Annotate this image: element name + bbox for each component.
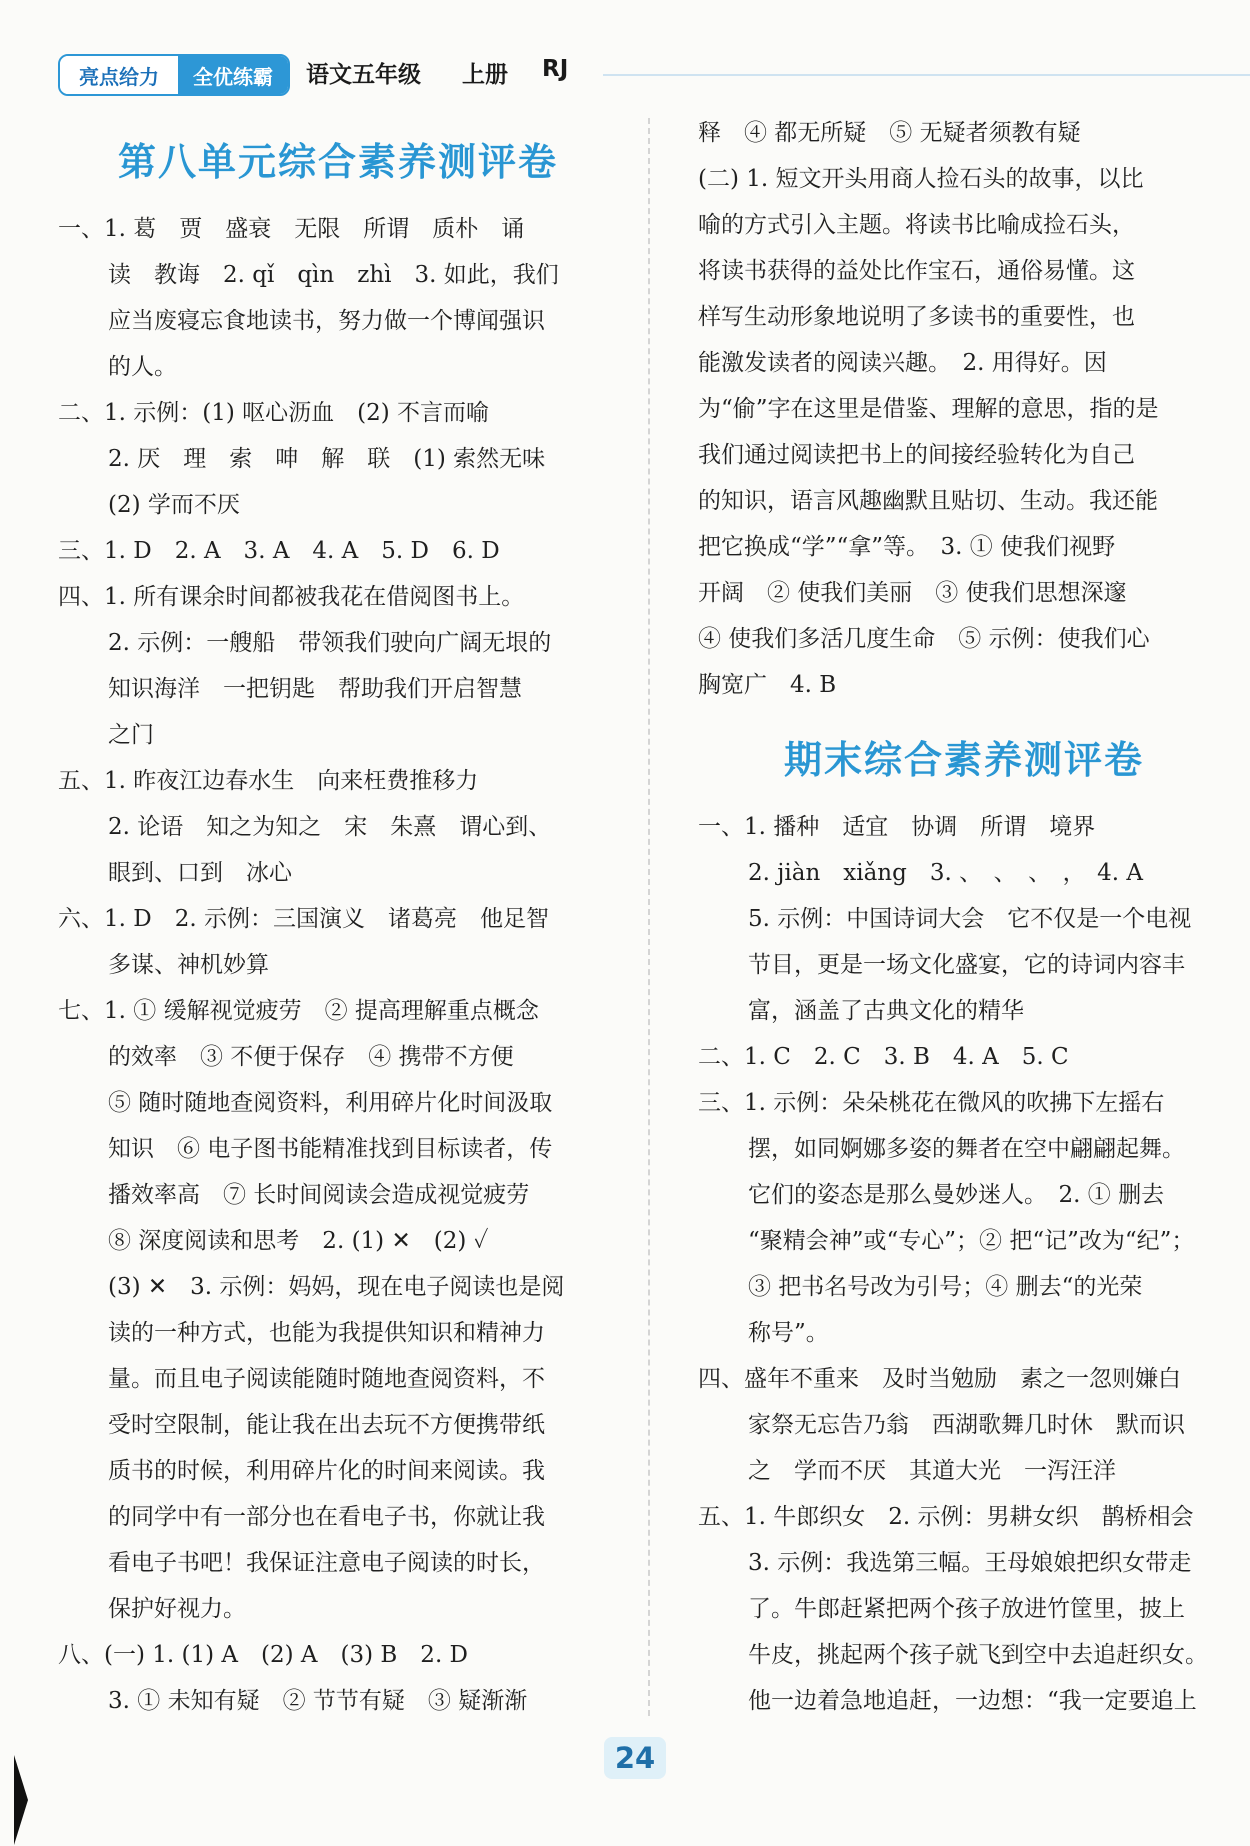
answer-line xyxy=(698,662,1230,708)
answer-line xyxy=(58,1218,618,1264)
answer-text: 看电子书吧！我保证注意电子阅读的时长， xyxy=(108,1550,545,1576)
section-title-unit8: 第八单元综合素养测评卷 xyxy=(117,138,558,184)
answer-text: ③ 把书名号改为引号；④ 删去“的光荣 xyxy=(748,1274,1143,1300)
volume-label: 上册 xyxy=(462,62,508,88)
answer-text: 开阔 ② 使我们美丽 ③ 使我们思想深邃 xyxy=(698,580,1127,606)
answer-text: 3. 示例：我选第三幅。王母娘娘把织女带走 xyxy=(748,1550,1192,1576)
answer-line xyxy=(58,298,618,344)
answer-text: 我们通过阅读把书上的间接经验转化为自己 xyxy=(698,442,1135,468)
answer-text: 八、(一) 1. (1) A (2) A (3) B 2. D xyxy=(58,1642,469,1668)
answer-text: 二、1. C 2. C 3. B 4. A 5. C xyxy=(698,1044,1069,1070)
answer-line xyxy=(58,1448,618,1494)
answer-text: 牛皮，挑起两个孩子就飞到空中去追赶织女。 xyxy=(748,1642,1208,1668)
answer-text: 5. 示例：中国诗词大会 它不仅是一个电视 xyxy=(748,906,1192,932)
answer-line xyxy=(698,1218,1230,1264)
answer-text: 之 学而不厌 其道大光 一泻汪洋 xyxy=(748,1458,1116,1484)
answer-line xyxy=(58,1310,618,1356)
answer-text: 四、盛年不重来 及时当勉励 素之一忽则嫌白 xyxy=(698,1366,1181,1392)
answer-line xyxy=(698,386,1230,432)
answer-line xyxy=(698,1540,1230,1586)
section-title-final: 期末综合素养测评卷 xyxy=(783,736,1144,782)
answer-text: 能激发读者的阅读兴趣。 2. 用得好。因 xyxy=(698,350,1107,376)
answer-text: 样写生动形象地说明了多读书的重要性，也 xyxy=(698,304,1135,330)
page-header xyxy=(58,54,1228,94)
answer-text: ⑧ 深度阅读和思考 2. (1) ✕ (2) ✓ xyxy=(108,1228,489,1254)
answer-text: 眼到、口到 冰心 xyxy=(108,860,292,886)
answer-text: 量。而且电子阅读能随时随地查阅资料，不 xyxy=(108,1366,545,1392)
left-column xyxy=(58,110,618,1724)
answer-line xyxy=(58,1080,618,1126)
answer-text: 的同学中有一部分也在看电子书，你就让我 xyxy=(108,1504,545,1530)
edge-tab-marker xyxy=(14,1755,28,1845)
answer-text: 五、1. 昨夜江边春水生 向来枉费推移力 xyxy=(58,768,479,794)
answer-text: 三、1. 示例：朵朵桃花在微风的吹拂下左摇右 xyxy=(698,1090,1165,1116)
answer-line xyxy=(698,616,1230,662)
answer-text: 将读书获得的益处比作宝石，通俗易懂。这 xyxy=(698,258,1135,284)
answer-text: 读 教诲 2. qǐ qìn zhì 3. 如此，我们 xyxy=(108,262,559,288)
answer-line xyxy=(698,1402,1230,1448)
answer-text: 了。牛郎赶紧把两个孩子放进竹筐里，披上 xyxy=(748,1596,1185,1622)
header-rule xyxy=(603,74,1250,76)
answer-line xyxy=(698,1632,1230,1678)
left-answer-lines xyxy=(58,206,618,1724)
answer-text: 把它换成“学”“拿”等。 3. ① 使我们视野 xyxy=(698,534,1116,560)
answer-line xyxy=(58,252,618,298)
answer-line xyxy=(698,1310,1230,1356)
answer-text: 质书的时候，利用碎片化的时间来阅读。我 xyxy=(108,1458,545,1484)
answer-text: 胸宽广 4. B xyxy=(698,672,837,698)
page-number: 24 xyxy=(604,1737,666,1779)
answer-text: 它们的姿态是那么曼妙迷人。 2. ① 删去 xyxy=(748,1182,1165,1208)
right-column xyxy=(698,110,1230,1724)
answer-text: 受时空限制，能让我在出去玩不方便携带纸 xyxy=(108,1412,545,1438)
answer-text: (2) 学而不厌 xyxy=(108,492,240,518)
answer-line xyxy=(698,1356,1230,1402)
answer-line xyxy=(58,206,618,252)
answer-line xyxy=(698,340,1230,386)
right-answer-lines-top xyxy=(698,110,1230,708)
answer-text: 2. jiàn xiǎng 3. 、 、 、 ， 4. A xyxy=(748,860,1143,886)
answer-line xyxy=(698,1586,1230,1632)
answer-line xyxy=(58,574,618,620)
subject-label: 语文五年级 xyxy=(306,62,421,88)
answer-line xyxy=(58,482,618,528)
answer-line xyxy=(698,1034,1230,1080)
answer-text: 摆，如同婀娜多姿的舞者在空中翩翩起舞。 xyxy=(748,1136,1185,1162)
brand-name-a: 亮点给力 xyxy=(60,56,178,94)
answer-text: ⑤ 随时随地查阅资料，利用碎片化时间汲取 xyxy=(108,1090,553,1116)
answer-text: 二、1. 示例：(1) 呕心沥血 (2) 不言而喻 xyxy=(58,400,490,426)
answer-line xyxy=(698,156,1230,202)
answer-text: 节目，更是一场文化盛宴，它的诗词内容丰 xyxy=(748,952,1185,978)
answer-text: 应当废寝忘食地读书，努力做一个博闻强识 xyxy=(108,308,545,334)
answer-text: 读的一种方式，也能为我提供知识和精神力 xyxy=(108,1320,545,1346)
answer-line xyxy=(698,294,1230,340)
answer-line xyxy=(58,620,618,666)
answer-text: 2. 厌 理 索 呻 解 联 (1) 索然无味 xyxy=(108,446,546,472)
answer-line xyxy=(698,1678,1230,1724)
answer-text: (3) ✕ 3. 示例：妈妈，现在电子阅读也是阅 xyxy=(108,1274,565,1300)
answer-text: 的人。 xyxy=(108,354,177,380)
answer-line xyxy=(58,850,618,896)
answer-text: 六、1. D 2. 示例：三国演义 诸葛亮 他足智 xyxy=(58,906,549,932)
answer-line xyxy=(58,1632,618,1678)
answer-text: 2. 论语 知之为知之 宋 朱熹 谓心到、 xyxy=(108,814,552,840)
answer-text: 七、1. ① 缓解视觉疲劳 ② 提高理解重点概念 xyxy=(58,998,539,1024)
answer-text: 富，涵盖了古典文化的精华 xyxy=(748,998,1024,1024)
answer-line xyxy=(698,942,1230,988)
answer-line xyxy=(58,1402,618,1448)
answer-line xyxy=(58,758,618,804)
answer-line xyxy=(58,1586,618,1632)
answer-line xyxy=(698,110,1230,156)
answer-text: (二) 1. 短文开头用商人捡石头的故事，以比 xyxy=(698,166,1144,192)
answer-text: 他一边着急地追赶，一边想：“我一定要追上 xyxy=(748,1688,1197,1714)
answer-text: 知识 ⑥ 电子图书能精准找到目标读者，传 xyxy=(108,1136,553,1162)
answer-line xyxy=(698,202,1230,248)
answer-line xyxy=(58,804,618,850)
answer-text: 五、1. 牛郎织女 2. 示例：男耕女织 鹊桥相会 xyxy=(698,1504,1194,1530)
answer-text: 为“偷”字在这里是借鉴、理解的意思，指的是 xyxy=(698,396,1159,422)
answer-line xyxy=(698,1172,1230,1218)
column-divider xyxy=(648,118,650,1716)
answer-line xyxy=(698,988,1230,1034)
answer-line xyxy=(58,942,618,988)
answer-line xyxy=(58,712,618,758)
answer-line xyxy=(698,1080,1230,1126)
answer-text: 之门 xyxy=(108,722,154,748)
answer-line xyxy=(698,850,1230,896)
answer-line xyxy=(698,1264,1230,1310)
answer-text: 知识海洋 一把钥匙 帮助我们开启智慧 xyxy=(108,676,522,702)
answer-text: 家祭无忘告乃翁 西湖歌舞几时休 默而识 xyxy=(748,1412,1185,1438)
answer-line xyxy=(698,248,1230,294)
answer-text: 的知识，语言风趣幽默且贴切、生动。我还能 xyxy=(698,488,1158,514)
answer-line xyxy=(58,1126,618,1172)
right-answer-lines-bottom xyxy=(698,804,1230,1724)
answer-line xyxy=(698,570,1230,616)
answer-line xyxy=(698,896,1230,942)
answer-line xyxy=(698,804,1230,850)
answer-line xyxy=(698,1126,1230,1172)
answer-line xyxy=(698,524,1230,570)
answer-line xyxy=(58,1494,618,1540)
answer-line xyxy=(58,896,618,942)
answer-line xyxy=(58,436,618,482)
answer-text: ④ 使我们多活几度生命 ⑤ 示例：使我们心 xyxy=(698,626,1150,652)
brand-logo xyxy=(58,54,290,96)
answer-text: 四、1. 所有课余时间都被我花在借阅图书上。 xyxy=(58,584,525,610)
answer-text: 释 ④ 都无所疑 ⑤ 无疑者须教有疑 xyxy=(698,120,1081,146)
answer-line xyxy=(58,666,618,712)
answer-text: 2. 示例：一艘船 带领我们驶向广阔无垠的 xyxy=(108,630,552,656)
answer-text: 3. ① 未知有疑 ② 节节有疑 ③ 疑渐渐 xyxy=(108,1688,528,1714)
answer-line xyxy=(58,390,618,436)
edition-label: RJ xyxy=(542,56,569,82)
answer-line xyxy=(58,1034,618,1080)
answer-line xyxy=(58,1678,618,1724)
answer-line xyxy=(58,1264,618,1310)
answer-line xyxy=(698,478,1230,524)
answer-text: 播效率高 ⑦ 长时间阅读会造成视觉疲劳 xyxy=(108,1182,530,1208)
answer-text: 喻的方式引入主题。将读书比喻成捡石头， xyxy=(698,212,1135,238)
answer-line xyxy=(698,432,1230,478)
answer-text: “聚精会神”或“专心”；② 把“记”改为“纪”； xyxy=(748,1228,1195,1254)
answer-text: 多谋、神机妙算 xyxy=(108,952,269,978)
answer-line xyxy=(698,1448,1230,1494)
answer-line xyxy=(58,528,618,574)
answer-line xyxy=(58,1172,618,1218)
answer-line xyxy=(698,1494,1230,1540)
answer-line xyxy=(58,344,618,390)
answer-line xyxy=(58,1356,618,1402)
answer-text: 一、1. 播种 适宜 协调 所谓 境界 xyxy=(698,814,1096,840)
answer-line xyxy=(58,1540,618,1586)
answer-text: 三、1. D 2. A 3. A 4. A 5. D 6. D xyxy=(58,538,500,564)
brand-name-b: 全优练霸 xyxy=(178,56,288,94)
answer-text: 保护好视力。 xyxy=(108,1596,246,1622)
answer-text: 的效率 ③ 不便于保存 ④ 携带不方便 xyxy=(108,1044,514,1070)
answer-line xyxy=(58,988,618,1034)
answer-text: 称号”。 xyxy=(748,1320,829,1346)
answer-text: 一、1. 葛 贾 盛衰 无限 所谓 质朴 诵 xyxy=(58,216,525,242)
